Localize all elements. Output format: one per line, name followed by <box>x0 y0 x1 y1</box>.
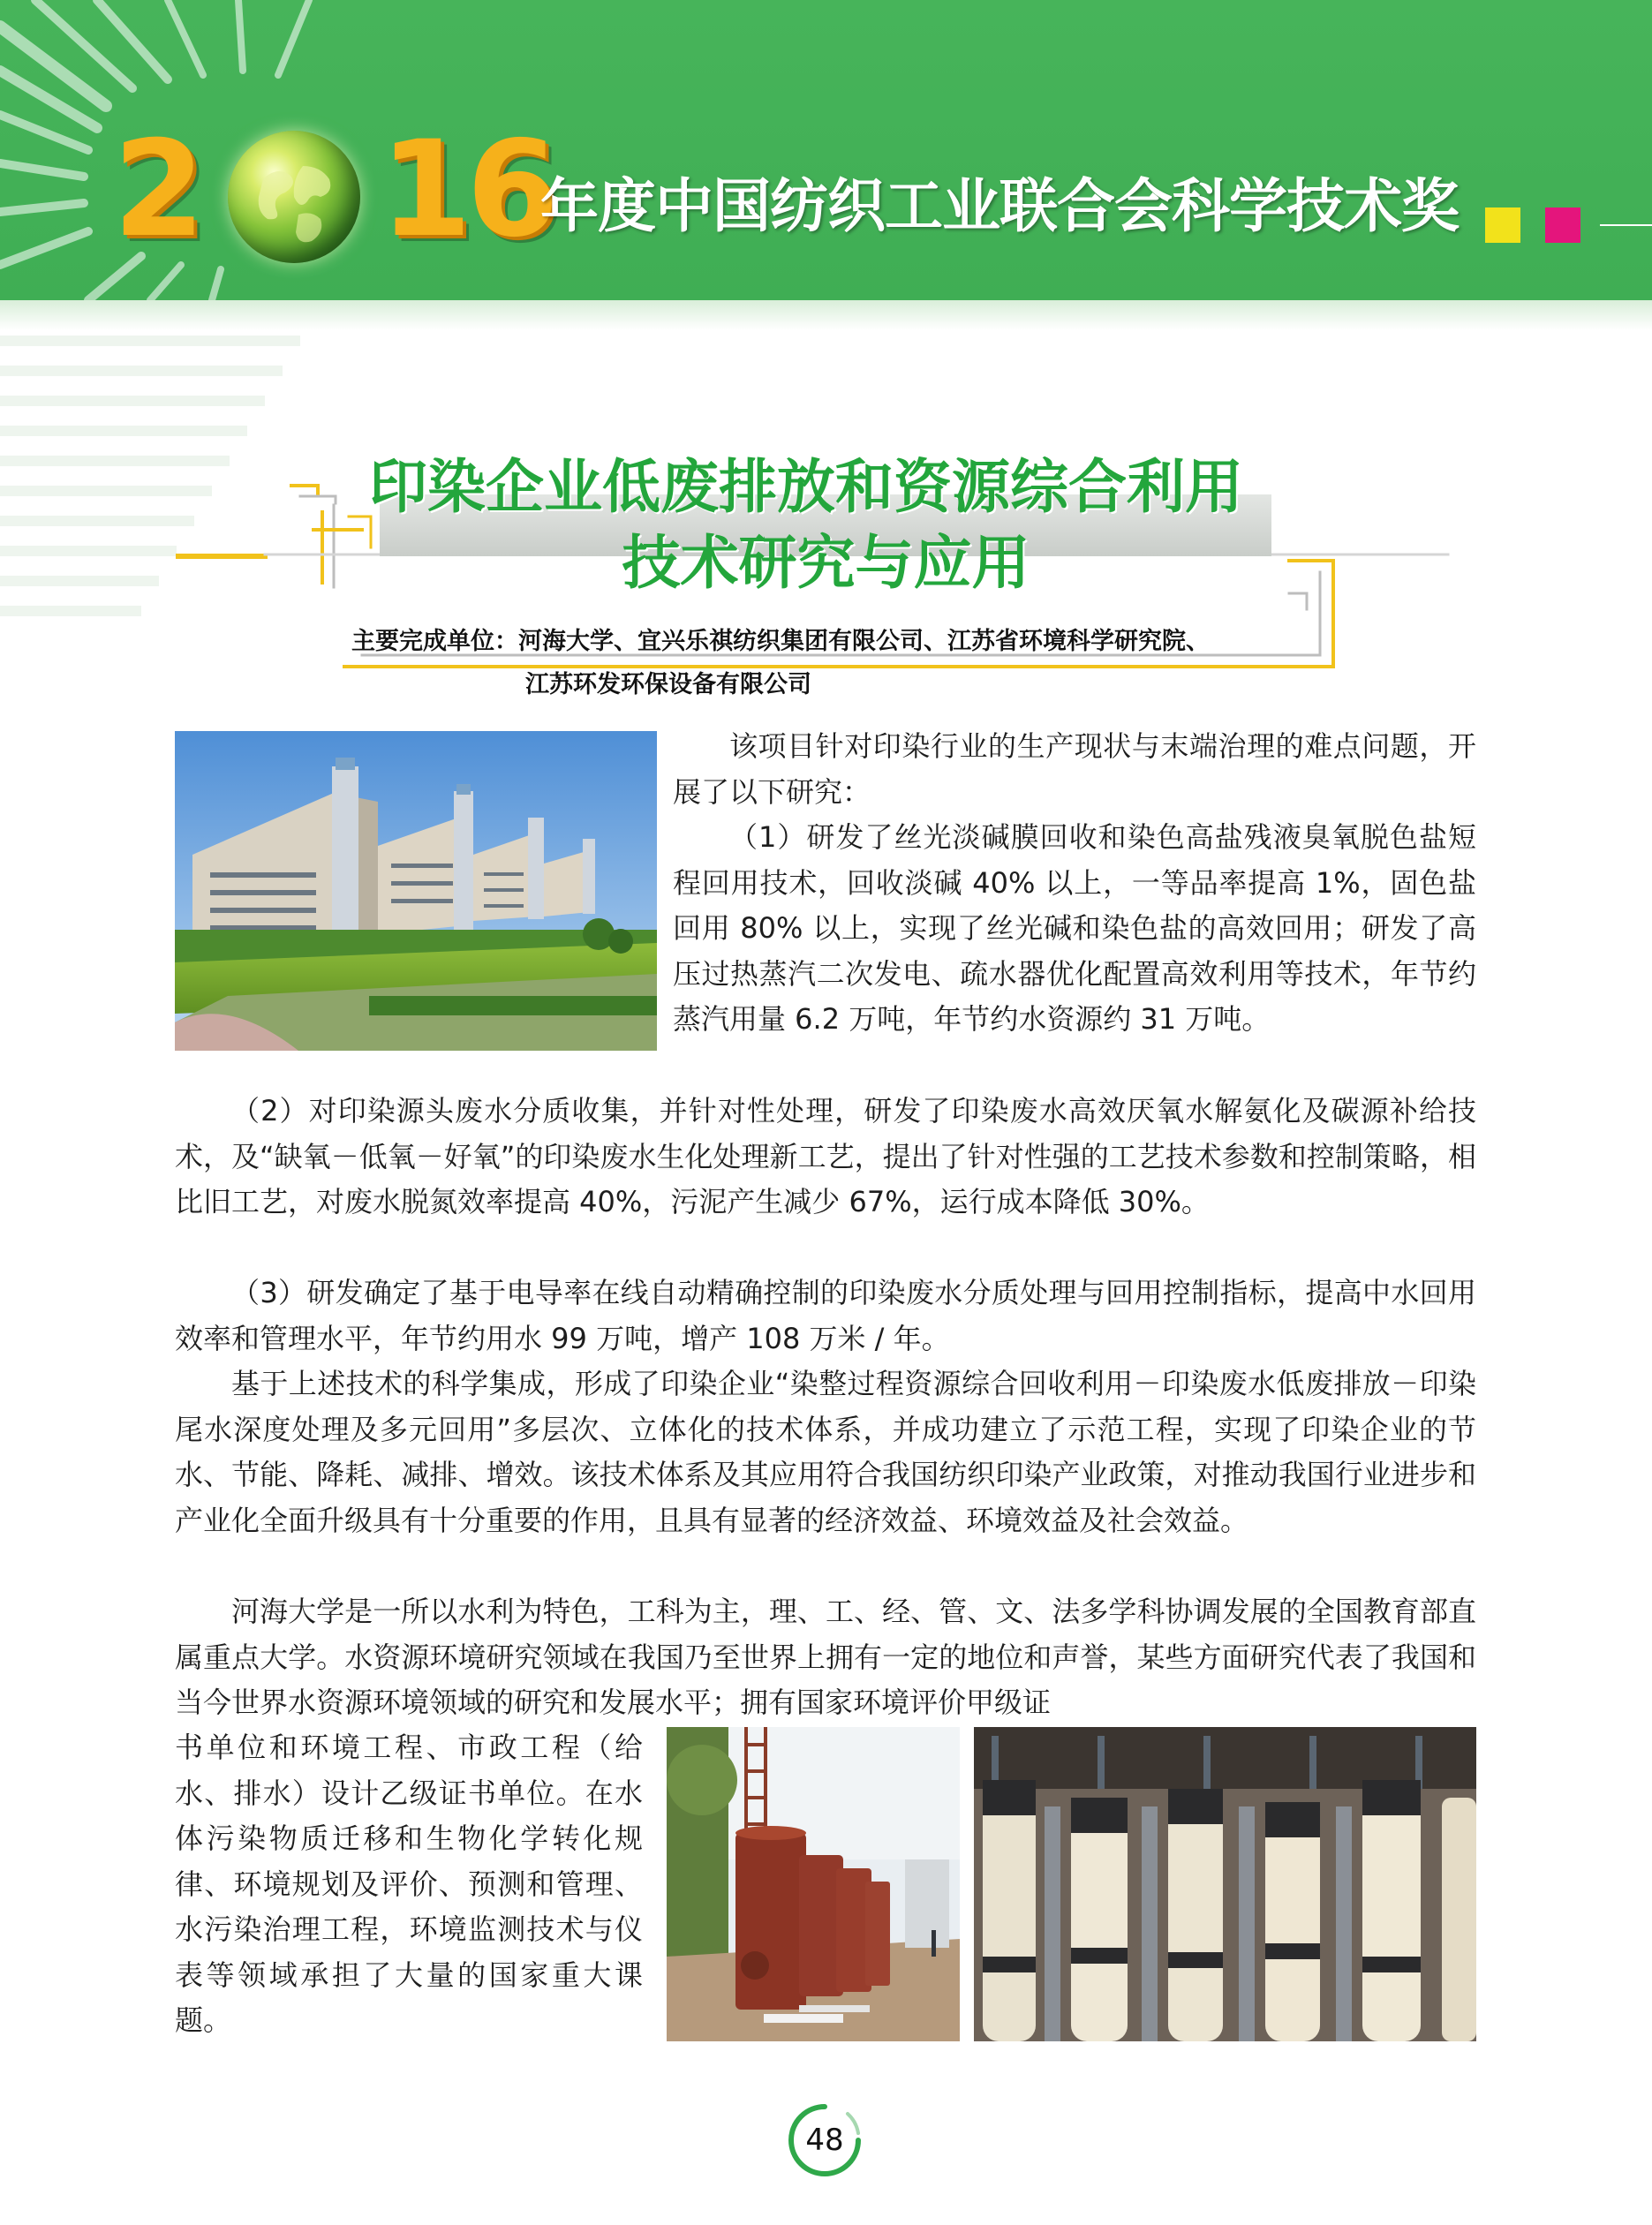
header-banner <box>0 0 1652 300</box>
year-digits-16: 16 <box>380 113 554 267</box>
globe-icon <box>228 131 360 263</box>
membrane-modules-photo <box>974 1727 1476 2041</box>
completion-units-line2: 江苏环发环保设备有限公司 <box>525 671 811 698</box>
article-title-line1: 印染企业低废排放和资源综合利用 <box>369 453 1243 521</box>
banner-line-decoration <box>1600 224 1652 226</box>
paragraph-research-1: （1）研发了丝光淡碱膜回收和染色高盐残液臭氧脱色盐短程回用技术，回收淡碱 40% 以上，一等品率提高 1%，固色盐回用 80% 以上，实现了丝光碱和染色盐的高效回用；研发了高压过热蒸汽二次发电、疏水器优化配置高效利用等技术，年节约蒸汽用量 6.2 万吨，年节约水资源约 31 万吨。 <box>673 820 1476 1036</box>
yellow-square-decoration <box>1485 207 1520 243</box>
banner-shadow-band <box>0 300 1652 330</box>
paragraph-hohai-2: 书单位和环境工程、市政工程（给水、排水）设计乙级证书单位。在水体污染物质迁移和生物化学转化规律、环境规划及评价、预测和管理、水污染治理工程，环境监测技术与仪表等领域承担了大量的国家重大课题。 <box>175 1731 643 2037</box>
year-digit-2: 2 <box>113 113 200 267</box>
campus-photo <box>175 731 657 1051</box>
paragraph-research-3: （3）研发确定了基于电导率在线自动精确控制的印染废水分质处理与回用控制指标，提高中水回用效率和管理水平，年节约用水 99 万吨，增产 108 万米 / 年。 <box>175 1276 1476 1355</box>
magenta-square-decoration <box>1545 207 1580 243</box>
paragraph-research-2: （2）对印染源头废水分质收集，并针对性处理，研发了印染废水高效厌氧水解氨化及碳源补给技术，及“缺氧－低氧－好氧”的印染废水生化处理新工艺，提出了针对性强的工艺技术参数和控制策略，相比旧工艺，对废水脱氮效率提高 40%，污泥产生减少 67%，运行成本降低 30%。 <box>175 1094 1476 1218</box>
page-number: 48 <box>805 2123 844 2158</box>
article-title-line2: 技术研究与应用 <box>622 529 1030 597</box>
paragraph-integration: 基于上述技术的科学集成，形成了印染企业“染整过程资源综合回收利用－印染废水低废排放－印染尾水深度处理及多元回用”多层次、立体化的技术体系，并成功建立了示范工程，实现了印染企业的节水、节能、降耗、减排、增效。该技术体系及其应用符合我国纺织印染产业政策，对推动我国行业进步和产业化全面升级具有十分重要的作用，且具有显著的经济效益、环境效益及社会效益。 <box>175 1367 1476 1537</box>
award-title: 年度中国纺织工业联合会科学技术奖 <box>540 172 1459 240</box>
paragraph-intro: 该项目针对印染行业的生产现状与末端治理的难点问题，开展了以下研究： <box>673 729 1476 809</box>
paragraph-hohai-1: 河海大学是一所以水利为特色，工科为主，理、工、经、管、文、法多学科协调发展的全国教育部直属重点大学。水资源环境研究领域在我国乃至世界上拥有一定的地位和声誉，某些方面研究代表了我国和当今世界水资源环境领域的研究和发展水平；拥有国家环境评价甲级证 <box>175 1595 1476 1719</box>
completion-units-line1: 主要完成单位：河海大学、宜兴乐祺纺织集团有限公司、江苏省环境科学研究院、 <box>351 628 1210 655</box>
treatment-tanks-photo <box>667 1727 960 2041</box>
